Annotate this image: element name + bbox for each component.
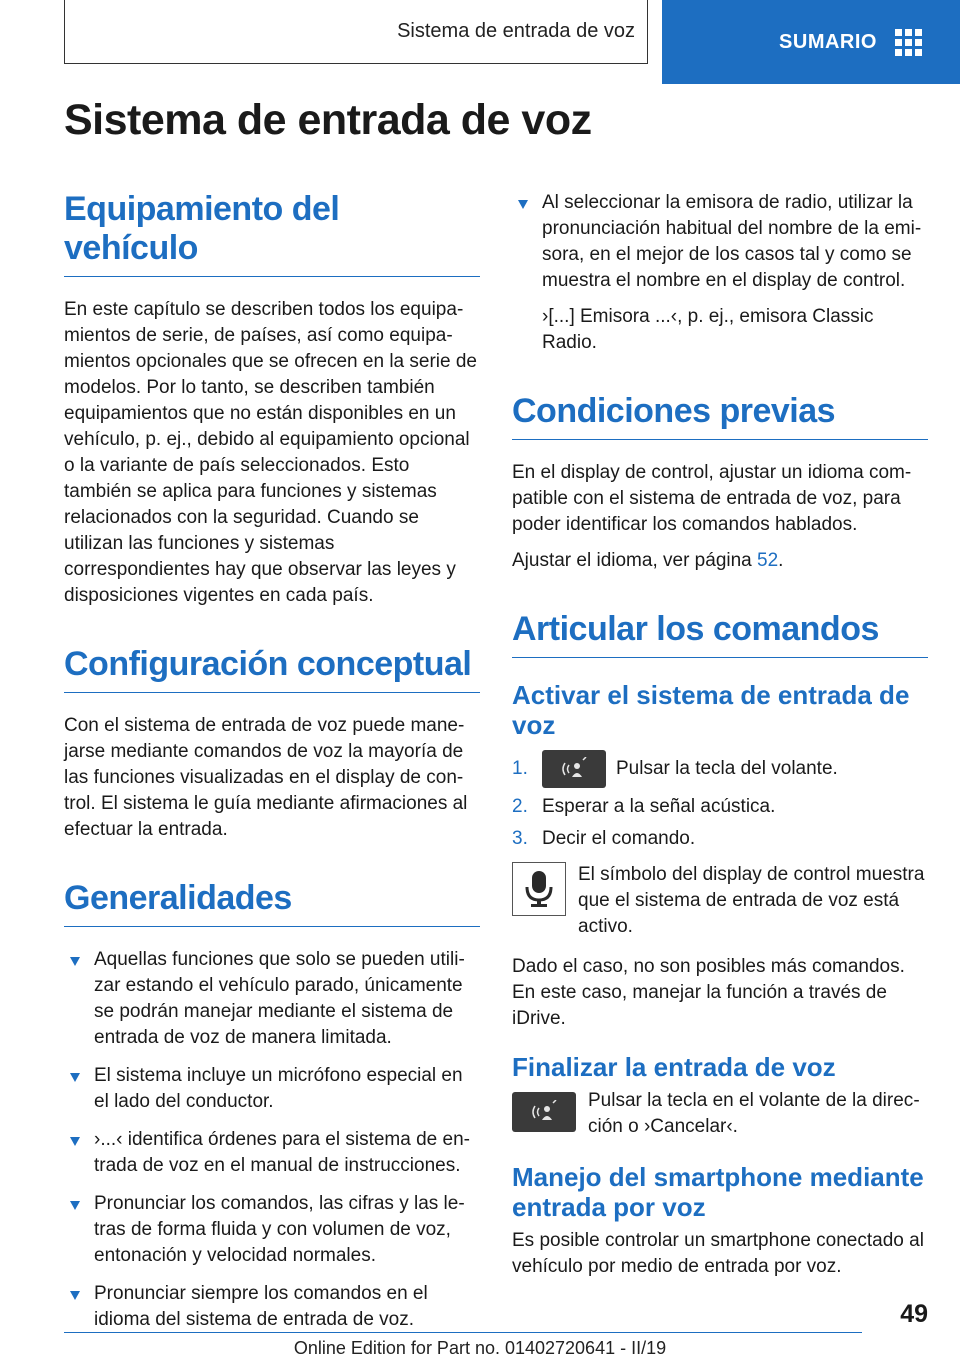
heading-activar: Activar el sistema de entrada de voz [512,680,910,740]
paragraph-manejo: Es posible controlar un smartphone conectado al vehículo por medio de entrada por voz. [512,1230,924,1277]
voice-command-button-icon [512,1092,576,1132]
steps-list [512,750,928,852]
footer-edition: Online Edition for Part no. 01402720641 - II/19 [293,1338,667,1358]
heading-configuracion: Configuración conceptual [64,645,480,693]
heading-manejo: Manejo del smartphone mediante entrada por voz [512,1162,924,1222]
page-title: Sistema de entrada de voz [64,96,592,144]
mic-note-text: El símbolo del display de control muestra que el sistema de entrada de voz está activo. [578,864,925,937]
step-item [512,826,928,852]
heading-equipamiento: Equipamiento del vehículo [64,190,480,277]
header-section-label: Sistema de entrada de voz [397,20,635,42]
page-number: 49 [900,1300,928,1328]
paragraph-configuracion: Con el sistema de entrada de voz puede manejarse mediante comandos de voz la mayoría de las funciones visualizadas en el display de control. El sistema le guía mediante afirmaciones al efectuar la entrada. [64,715,468,840]
heading-finalizar: Finalizar la entrada de voz [512,1052,836,1082]
paragraph-condiciones: En el display de control, ajustar un idioma compatible con el sistema de entrada de voz, para poder identificar los comandos hablados. [512,462,912,535]
step-item [512,750,928,788]
page-link-52[interactable]: 52 [757,550,779,571]
generalidades-list [64,947,480,1333]
voice-command-button-icon [542,750,606,788]
footer-divider [64,1332,862,1333]
heading-generalidades: Generalidades [64,879,480,927]
idioma-text: Ajustar el idioma, ver página [512,550,758,571]
microphone-icon [512,862,566,916]
step-number: 3. [512,828,528,849]
step-text: Decir el comando. [542,828,696,849]
step-text: Esperar a la señal acústica. [542,796,776,817]
list-item: Al seleccionar la emisora de radio, utilizar la pronunciación habitual del nombre de la emisora, en el mejor de los casos tal y como se muestra el nombre en el display de control. [512,190,928,294]
left-column [64,190,480,1333]
finalizar-row [512,1088,928,1140]
paragraph-idioma [512,548,928,574]
radio-list [512,190,928,294]
heading-articular: Articular los comandos [512,610,928,658]
list-item: Pronunciar los comandos, las cifras y las letras de forma fluida y con volumen de voz, entonación y velocidad normales. [64,1191,480,1269]
step-number: 2. [512,796,528,817]
paragraph-equipamiento: En este capítulo se describen todos los equipamientos de serie, de países, así como equipamientos opcionales que se ofrecen en la serie de modelos. Por lo tanto, se describen también equipamientos que no están disponibles en un vehículo, p. ej., debido al equipamiento opcional o la variante de país seleccionados. Esto también se aplica para funciones y sistemas relacionados con la seguridad. Cuando se utilizan las funciones y sistemas correspondientes hay que observar las leyes y disposiciones vigentes en cada país. [64,299,477,606]
step-text: Pulsar la tecla del volante. [616,758,838,779]
paragraph-dado: Dado el caso, no son posibles más comandos. En este caso, manejar la función a través de iDrive. [512,956,905,1029]
list-item: El sistema incluye un micrófono especial en el lado del conductor. [64,1063,480,1115]
list-item: Aquellas funciones que solo se pueden utilizar estando el vehículo parado, únicamente se podrán manejar mediante el sistema de entrada de voz de manera limitada. [64,947,480,1051]
list-item: Pronunciar siempre los comandos en el idioma del sistema de entrada de voz. [64,1281,480,1333]
sumario-label: SUMARIO [779,30,877,53]
paragraph-finalizar: Pulsar la tecla en el volante de la dirección o ›Cancelar‹. [588,1090,920,1137]
right-column [512,190,928,1280]
step-item [512,794,928,820]
radio-example: ›[...] Emisora ...‹, p. ej., emisora Classic Radio. [542,306,874,353]
grid-menu-icon [895,29,922,56]
sumario-button[interactable] [662,0,960,84]
mic-note [512,862,928,940]
heading-condiciones: Condiciones previas [512,392,928,440]
list-item: ›...‹ identifica órdenes para el sistema de entrada de voz en el manual de instrucciones. [64,1127,480,1179]
header-section-tab [64,0,648,64]
idioma-suffix: . [778,550,784,571]
step-number: 1. [512,758,528,779]
